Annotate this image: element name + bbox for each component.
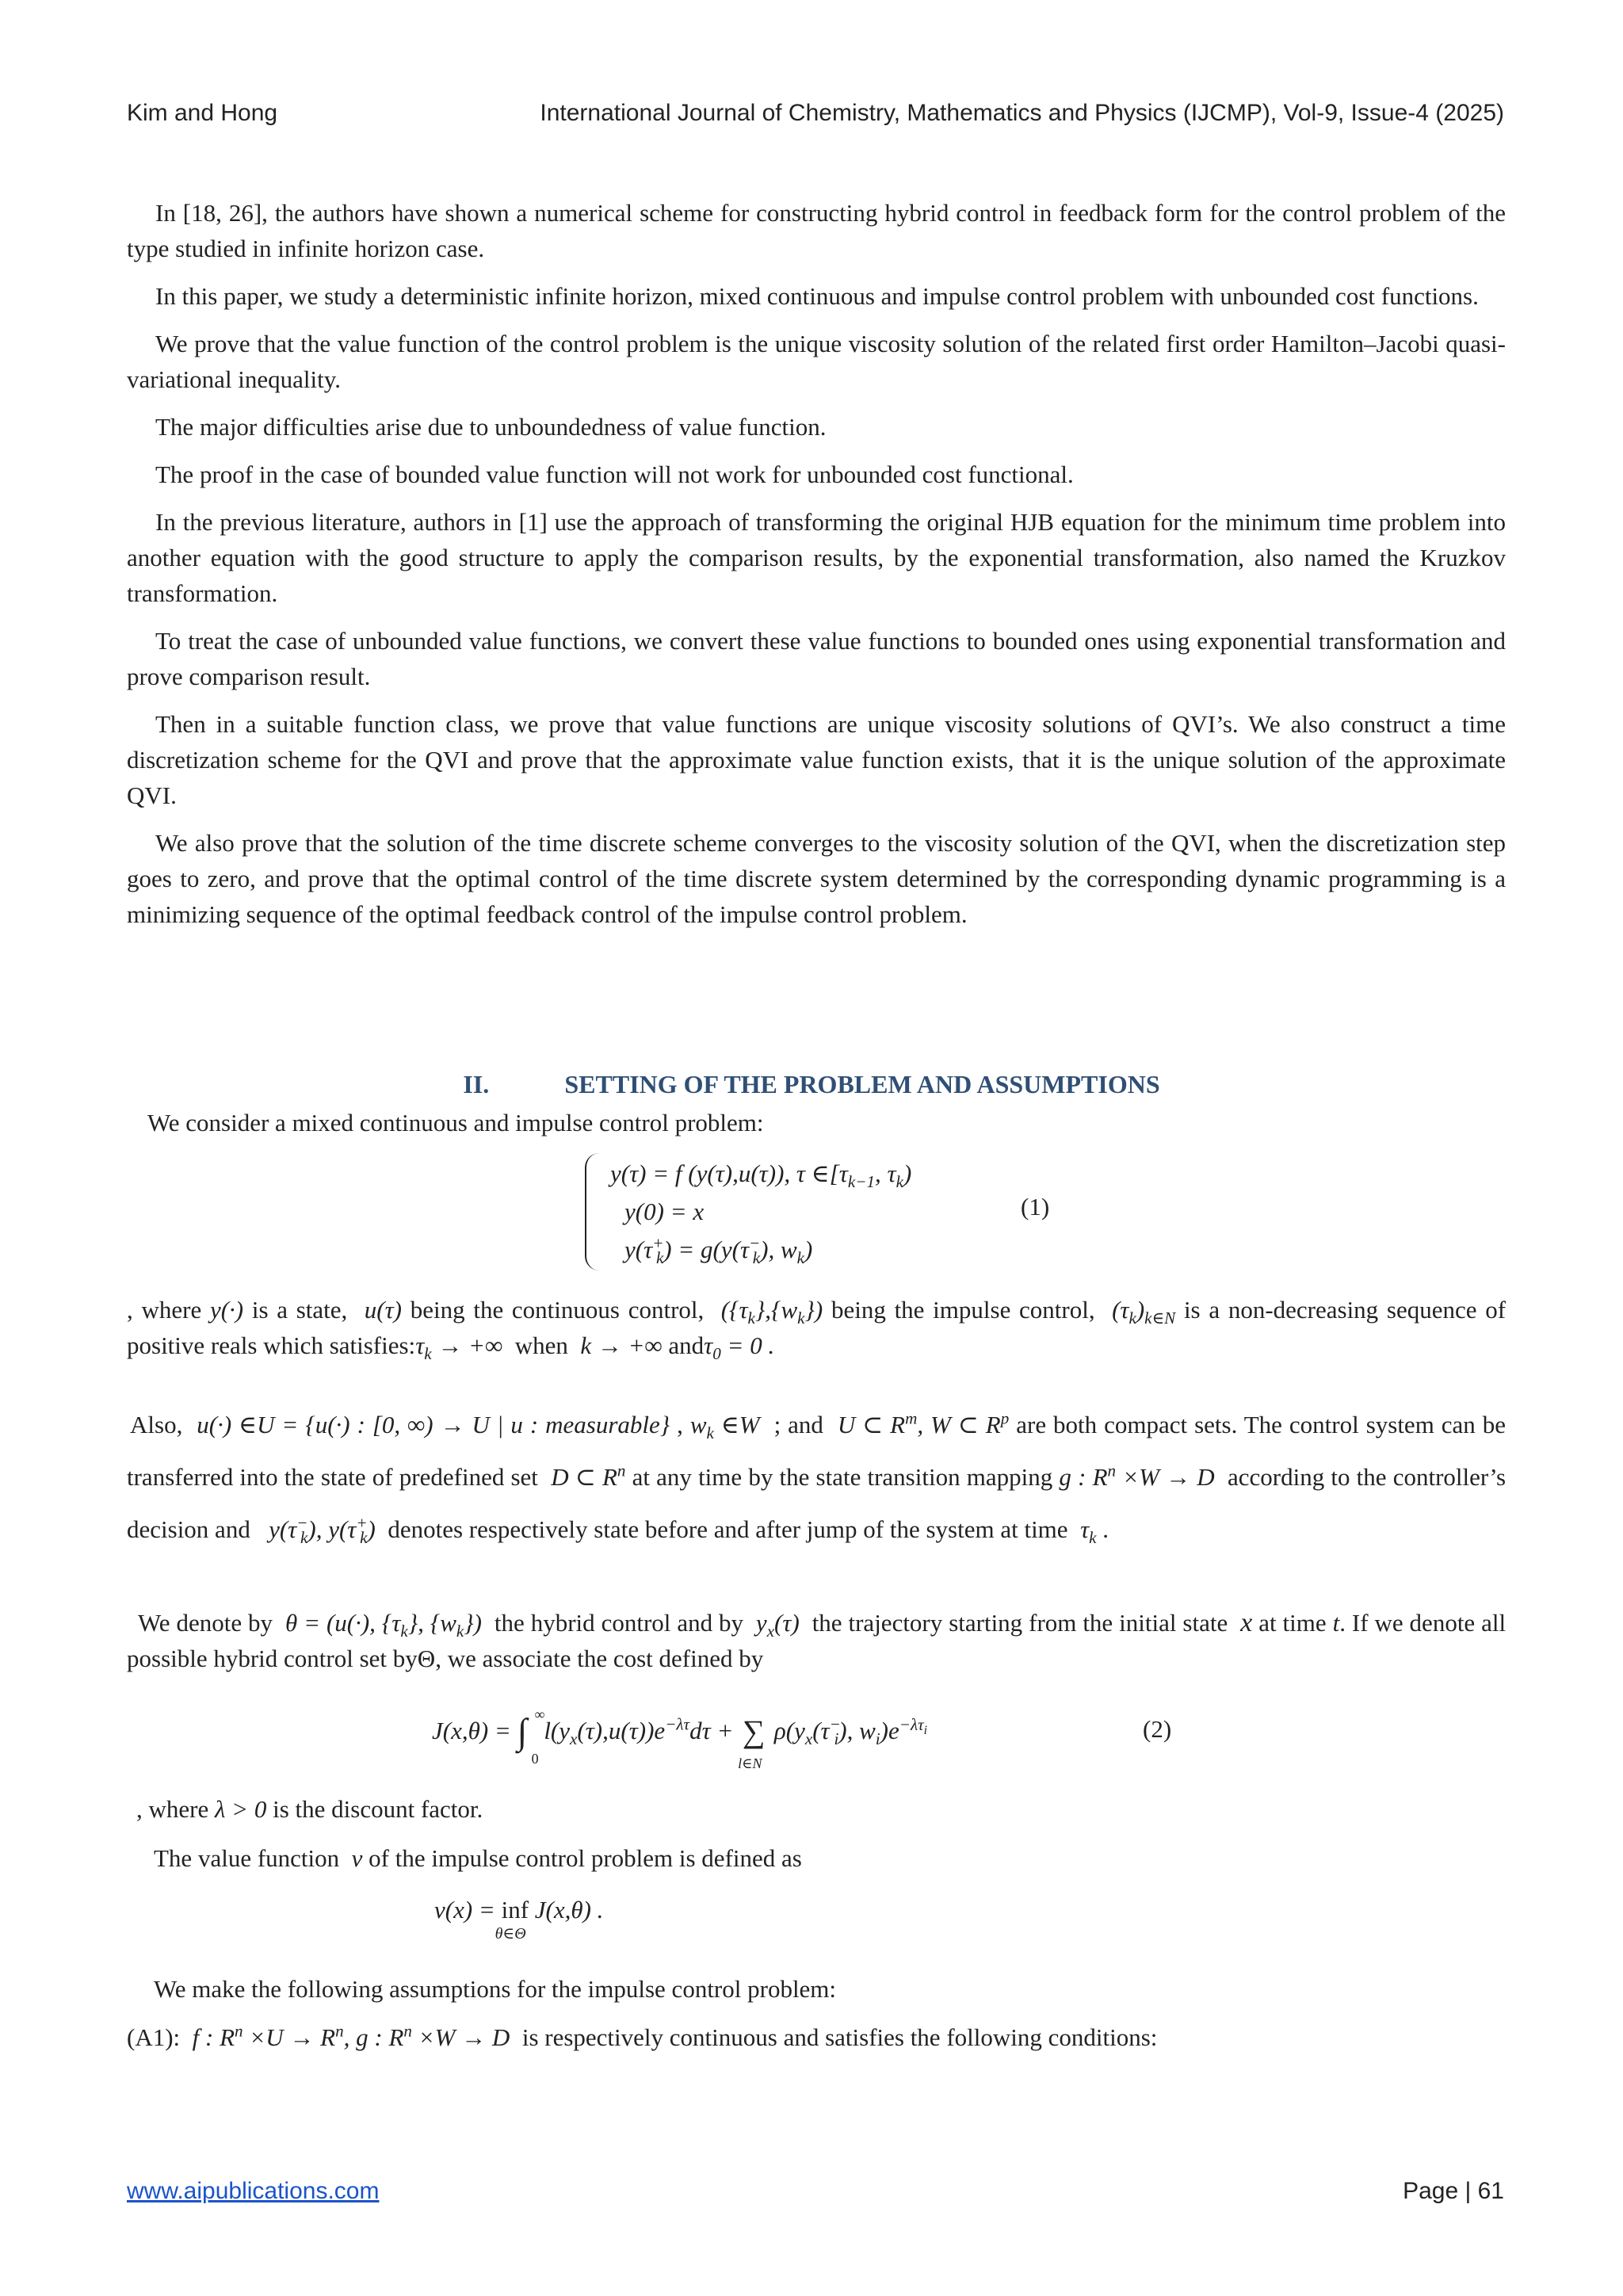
paragraph: Also, u(·) ∈U = {u(·) : [0, ∞) → U | u : measurable} , $w_k$ ∈W ; and U ⊂ $R^m$, W ⊂ $R^p$ are both compact sets. The control system can be transferred into the state of predefined set D ⊂ $R^n$ at any time by the state transition mapping g : $R^n \times W \to D$ according to the controller’s decision and $y(\tau^-_k)$, $y(\tau^+_k)$ denotes respectively state before and after jump of the system at time $\tau_k$ . <box>127 1408 1507 1548</box>
discount-line: , where λ > 0 is the discount factor. <box>136 1795 483 1823</box>
paragraph: We denote by θ = (u(·), $\{\tau_k\}$, $\{w_k\}$) the hybrid control and by $y_x(\tau)$ the trajectory starting from the initial state x at time t. If we denote all possible hybrid control set byΘ, we associate the cost defined by <box>127 1608 1507 1672</box>
value-function-equation: v(x) = inf θ∈Θ J(x,θ) . <box>434 1896 604 1943</box>
page-number: Page | 61 <box>1403 2178 1504 2204</box>
equation-1-line-3: $y(\tau^+_k) = g(y(\tau^-_k)$, $w_k$) <box>624 1233 813 1268</box>
paragraph: Then in a suitable function class, we prove that value functions are unique viscosity solutions of QVI’s. We also construct a time discretization scheme for the QVI and prove that the approximate value function exists, that it is the unique solution of the approximate QVI. <box>127 710 1506 809</box>
paragraph: To treat the case of unbounded value functions, we convert these value functions to bounded ones using exponential transformation and prove comparison result. <box>127 627 1506 690</box>
assumptions-intro: We make the following assumptions for the impulse control problem: <box>154 1975 837 2003</box>
paragraph: We prove that the value function of the control problem is the unique viscosity solution of the related first order Hamilton–Jacobi quasi-variational inequality. <box>127 330 1506 393</box>
page-footer <box>127 2178 1504 2210</box>
paragraph: In the previous literature, authors in [1] use the approach of transforming the original HJB equation for the minimum time problem into another equation with the good structure to apply the comparison results, by the exponential transformation, also named the Kruzkov transformation. <box>127 508 1506 607</box>
section-intro-text: We consider a mixed continuous and impulse control problem: <box>147 1109 764 1137</box>
header-authors: Kim and Hong <box>127 100 278 126</box>
value-function-line: The value function v of the impulse control problem is defined as <box>154 1844 802 1872</box>
equation-1-line-1: y(τ) = f (y(τ),u(τ)), τ $\in[\tau_{k-1}$, $\tau_k$) <box>610 1159 912 1192</box>
equation-2: J(x,θ) = ∫ ∞ 0 $l(y_x(\tau),u(\tau))e^{-\lambda\tau}d\tau$ + ∑ l∈N $\rho(y_x(\tau^-_i)$, $w_i)e^{-\lambda\tau_i}$ <box>432 1706 928 1771</box>
equation-1-line-2: y(0) = x <box>624 1198 705 1225</box>
running-header <box>127 100 1504 132</box>
assumption-a1: (A1): f : $R^n \times U \to R^n$, g : $R^n \times W \to D$ is respectively continuous and satisfies the following conditions: <box>127 2021 1158 2051</box>
paragraph: We also prove that the solution of the time discrete scheme converges to the viscosity solution of the QVI, when the discretization step goes to zero, and prove that the optimal control of the time discrete system determined by the corresponding dynamic programming is a minimizing sequence of the optimal feedback control of the impulse control problem. <box>127 829 1506 928</box>
paragraph: The major difficulties arise due to unboundedness of value function. <box>155 413 827 441</box>
equation-2-label: (2) <box>1143 1715 1172 1743</box>
intro-paragraphs <box>127 195 1506 944</box>
section-number: II. <box>463 1070 490 1098</box>
paragraph: , where y(·) is a state, u(τ) being the continuous control, $(\{\tau_k\},\{w_k\})$ being the impulse control, $(\tau_k)_{k\in N}$ is a non-decreasing sequence of positive reals which $satisfies:\tau_k$ → +∞ when k → +∞ andτ$_0$ = 0 . <box>127 1296 1507 1364</box>
paragraph: In this paper, we study a deterministic infinite horizon, mixed continuous and impulse control problem with unbounded cost functions. <box>155 282 1479 310</box>
state-description <box>127 1292 1506 1363</box>
integral-sign: ∫ ∞ 0 <box>517 1706 545 1767</box>
hybrid-control-paragraph <box>127 1605 1506 1676</box>
paragraph: In [18, 26], the authors have shown a numerical scheme for constructing hybrid control in feedback form for the control problem of the type studied in infinite horizon case. <box>127 199 1506 262</box>
equation-1-brace <box>585 1153 601 1270</box>
equation-1-label: (1) <box>1021 1193 1050 1221</box>
paragraph: The proof in the case of bounded value function will not work for unbounded cost functional. <box>155 460 1074 488</box>
section-intro <box>147 1105 1526 1140</box>
section-heading <box>0 1070 1623 1099</box>
summation-sign: ∑ l∈N <box>738 1713 766 1771</box>
header-journal: International Journal of Chemistry, Mathematics and Physics (IJCMP), Vol-9, Issue-4 (2025) <box>540 100 1504 126</box>
publisher-link[interactable]: www.aipublications.com <box>127 2178 380 2204</box>
section-title: SETTING OF THE PROBLEM AND ASSUMPTIONS <box>564 1070 1160 1098</box>
equation-1 <box>610 1155 911 1269</box>
also-paragraph <box>127 1399 1506 1556</box>
assumption-label: (A1): <box>127 2023 181 2051</box>
